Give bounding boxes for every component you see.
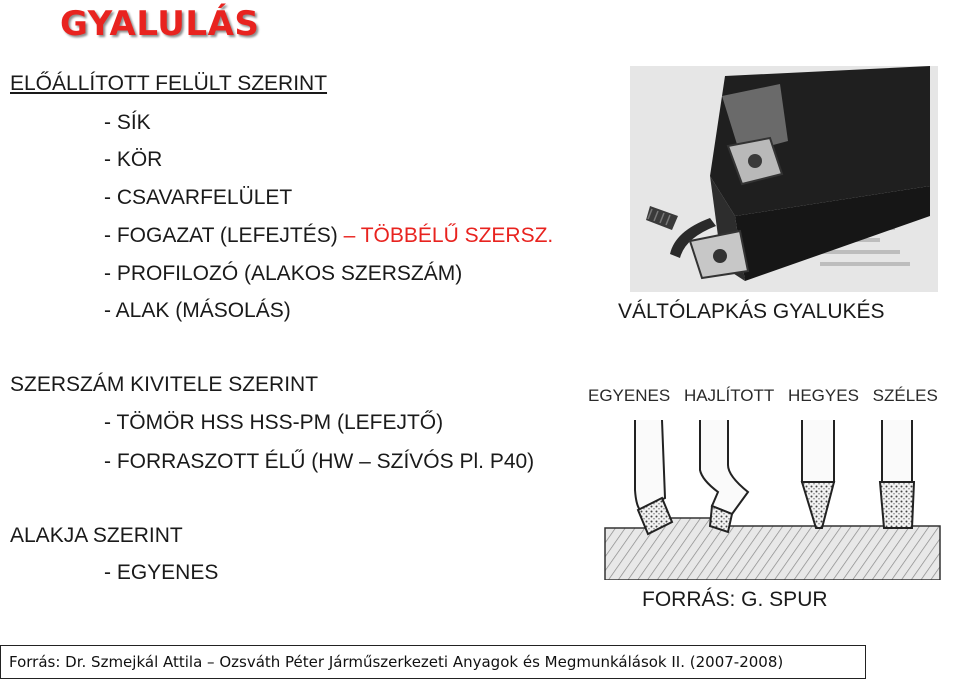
pointed-tool xyxy=(802,420,834,528)
list-item: - SÍK xyxy=(104,111,151,134)
footer-source: Forrás: Dr. Szmejkál Attila – Ozsváth Péter Járműszerkezeti Anyagok és Megmunkálások II. (2007-2008) xyxy=(0,645,866,679)
section-heading-shape: ALAKJA SZERINT xyxy=(10,524,183,547)
list-item-fogazat xyxy=(104,224,553,248)
tool-type-labels xyxy=(588,386,947,406)
planing-tool-shapes-drawing xyxy=(600,410,960,580)
indexable-tool-photo xyxy=(630,66,938,292)
multi-edge-note: – TÖBBÉLŰ SZERSZ. xyxy=(343,224,554,247)
label-bent: HAJLÍTOTT xyxy=(683,386,775,405)
list-item: - EGYENES xyxy=(104,561,219,584)
drawing-source-caption: FORRÁS: G. SPUR xyxy=(642,588,828,611)
list-item: - FORRASZOTT ÉLŰ (HW – SZÍVÓS Pl. P40) xyxy=(104,450,535,473)
wide-tool xyxy=(880,420,914,528)
page-title: GYALULÁS xyxy=(60,4,260,44)
list-item: - KÖR xyxy=(104,148,163,171)
list-item: - TÖMÖR HSS HSS-PM (LEFEJTŐ) xyxy=(104,411,444,434)
list-item: - ALAK (MÁSOLÁS) xyxy=(104,299,291,322)
list-item-label: - FOGAZAT (LEFEJTÉS) xyxy=(104,224,338,247)
section-heading-tool-design: SZERSZÁM KIVITELE SZERINT xyxy=(10,373,319,396)
photo-caption: VÁLTÓLAPKÁS GYALUKÉS xyxy=(618,300,885,323)
list-item: - PROFILOZÓ (ALAKOS SZERSZÁM) xyxy=(104,262,463,285)
label-pointed: HEGYES xyxy=(788,386,859,405)
straight-tool xyxy=(635,420,672,534)
label-wide: SZÉLES xyxy=(872,386,938,405)
section-heading-surface: ELŐÁLLÍTOTT FELÜLT SZERINT xyxy=(10,72,328,95)
bent-tool xyxy=(700,420,748,532)
indexable-tool-illustration xyxy=(630,66,938,292)
label-straight: EGYENES xyxy=(588,386,671,405)
list-item: - CSAVARFELÜLET xyxy=(104,186,293,209)
